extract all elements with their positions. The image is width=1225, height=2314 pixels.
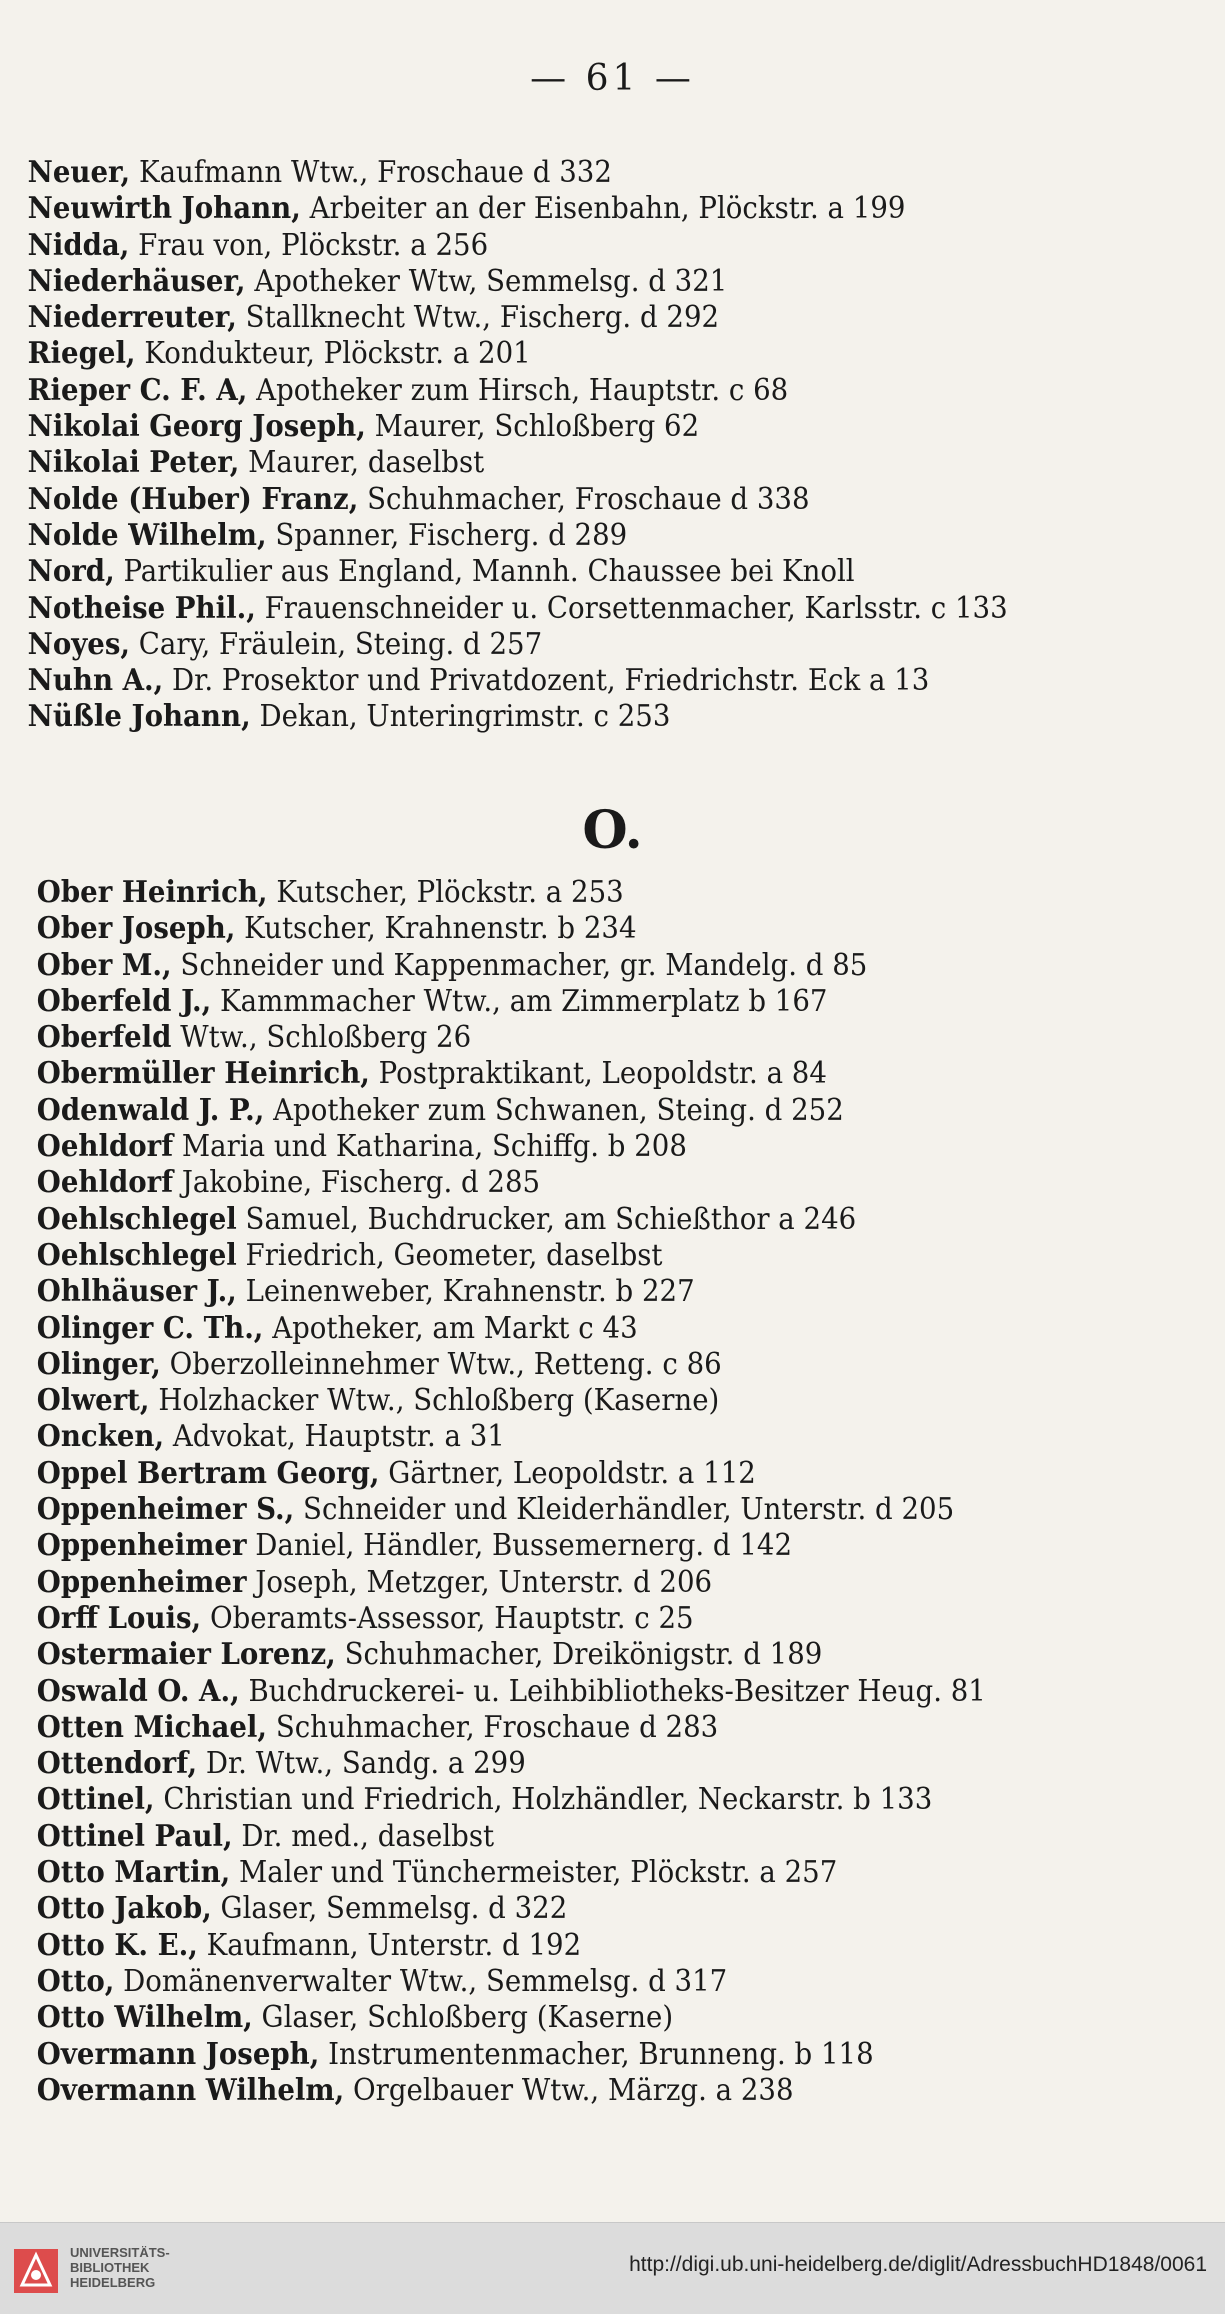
entry-name: Overmann Wilhelm, — [36, 2072, 345, 2108]
directory-entry — [0, 1855, 1127, 1891]
entry-name: Ober Joseph, — [36, 911, 236, 947]
entry-details: Spanner, Fischerg. d 289 — [275, 517, 628, 553]
entry-details: Frau von, Plöckstr. a 256 — [138, 227, 489, 263]
entry-details: Jakobine, Fischerg. d 285 — [181, 1165, 541, 1201]
entry-name: Niederhäuser, — [27, 263, 246, 299]
entry-name: Nikolai Georg Joseph, — [27, 409, 366, 445]
entry-details: Leinenweber, Krahnenstr. b 227 — [245, 1274, 695, 1310]
entry-details: Kaufmann, Unterstr. d 192 — [206, 1927, 582, 1963]
entry-details: Kutscher, Krahnenstr. b 234 — [244, 911, 637, 947]
library-name-line: HEIDELBERG — [70, 2275, 156, 2290]
entry-details: Schneider und Kappenmacher, gr. Mandelg. d 85 — [180, 947, 868, 983]
entry-name: Ottendorf, — [36, 1746, 198, 1782]
entry-details: Christian und Friedrich, Holzhändler, Neckarstr. b 133 — [163, 1782, 933, 1818]
entry-name: Nord, — [27, 554, 115, 590]
library-name-line: UNIVERSITÄTS- — [70, 2245, 170, 2260]
directory-entry — [0, 699, 1127, 735]
directory-entry — [0, 1020, 1127, 1056]
entry-details: Glaser, Semmelsg. d 322 — [220, 1891, 568, 1927]
entry-details: Schuhmacher, Froschaue d 283 — [275, 1709, 719, 1745]
entry-details: Frauenschneider u. Corsettenmacher, Karlsstr. c 133 — [264, 590, 1008, 626]
entry-name: Oberfeld J., — [36, 983, 212, 1019]
entry-name: Olinger, — [36, 1346, 161, 1382]
entry-name: Obermüller Heinrich, — [36, 1056, 370, 1092]
page-number: — 61 — — [530, 58, 695, 99]
entry-details: Oberzolleinnehmer Wtw., Retteng. c 86 — [169, 1346, 722, 1382]
directory-entry — [0, 1383, 1127, 1419]
directory-entry — [0, 1710, 1127, 1746]
directory-entry — [0, 554, 1127, 590]
entry-name: Riegel, — [27, 336, 136, 372]
entry-details: Daniel, Händler, Bussemernerg. d 142 — [255, 1528, 793, 1564]
directory-entry — [0, 191, 1127, 227]
entry-details: Stallknecht Wtw., Fischerg. d 292 — [245, 300, 720, 336]
directory-entry — [0, 1456, 1127, 1492]
entry-name: Nolde (Huber) Franz, — [27, 481, 359, 517]
entry-name: Ottinel Paul, — [36, 1818, 233, 1854]
entry-details: Wtw., Schloßberg 26 — [180, 1020, 472, 1056]
entry-details: Advokat, Hauptstr. a 31 — [172, 1419, 505, 1455]
directory-entry — [0, 1238, 1127, 1274]
entry-name: Otto Wilhelm, — [36, 2000, 253, 2036]
directory-entry — [0, 336, 1127, 372]
directory-entry — [0, 984, 1127, 1020]
directory-entry — [0, 155, 1127, 191]
entry-name: Oppel Bertram Georg, — [36, 1455, 380, 1491]
entry-details: Friedrich, Geometer, daselbst — [245, 1237, 663, 1273]
entry-name: Otto, — [36, 1963, 115, 1999]
entry-name: Rieper C. F. A, — [27, 372, 248, 408]
source-url-link[interactable]: http://digi.ub.uni-heidelberg.de/diglit/AdressbuchHD1848/0061 — [629, 2253, 1207, 2276]
directory-entry — [0, 875, 1127, 911]
directory-entry — [0, 1674, 1127, 1710]
entry-details: Orgelbauer Wtw., Märzg. a 238 — [353, 2072, 794, 2108]
directory-entry — [0, 1165, 1127, 1201]
directory-entry — [0, 1565, 1127, 1601]
entry-details: Maurer, Schloßberg 62 — [374, 409, 700, 445]
entry-name: Nikolai Peter, — [27, 445, 240, 481]
directory-entry — [0, 1746, 1127, 1782]
entry-name: Oehldorf — [36, 1129, 174, 1165]
entry-name: Neuer, — [27, 155, 131, 190]
entry-details: Maria und Katharina, Schiffg. b 208 — [181, 1129, 687, 1165]
directory-entry — [0, 1891, 1127, 1927]
entry-details: Joseph, Metzger, Unterstr. d 206 — [255, 1564, 713, 1600]
entry-details: Apotheker zum Hirsch, Hauptstr. c 68 — [256, 372, 789, 408]
directory-entry — [0, 2073, 1127, 2109]
directory-entry — [0, 1637, 1127, 1673]
directory-entry — [0, 627, 1127, 663]
entry-details: Schneider und Kleiderhändler, Unterstr. d 205 — [303, 1492, 955, 1528]
directory-entry — [0, 1928, 1127, 1964]
entry-name: Odenwald J. P., — [36, 1092, 265, 1128]
entry-name: Olwert, — [36, 1383, 150, 1419]
entry-name: Ohlhäuser J., — [36, 1274, 237, 1310]
entry-details: Kaufmann Wtw., Froschaue d 332 — [138, 155, 612, 190]
entry-details: Dr. Wtw., Sandg. a 299 — [205, 1746, 526, 1782]
entry-details: Kammmacher Wtw., am Zimmerplatz b 167 — [219, 983, 828, 1019]
directory-entry — [0, 2000, 1127, 2036]
entry-details: Oberamts-Assessor, Hauptstr. c 25 — [209, 1600, 694, 1636]
entry-details: Maler und Tünchermeister, Plöckstr. a 257 — [239, 1855, 838, 1891]
directory-entry — [0, 1819, 1127, 1855]
entry-details: Cary, Fräulein, Steing. d 257 — [138, 626, 543, 662]
entries-list-o — [0, 875, 1225, 2109]
entry-name: Overmann Joseph, — [36, 2036, 320, 2072]
entry-name: Nüßle Johann, — [27, 699, 251, 735]
entry-details: Arbeiter an der Eisenbahn, Plöckstr. a 199 — [309, 191, 906, 227]
entry-name: Ober M., — [36, 947, 172, 983]
directory-entry — [0, 663, 1127, 699]
entry-name: Noyes, — [27, 626, 130, 662]
entry-details: Instrumentenmacher, Brunneng. b 118 — [328, 2036, 874, 2072]
library-name — [70, 2245, 170, 2290]
entry-details: Glaser, Schloßberg (Kaserne) — [261, 2000, 674, 2036]
entry-name: Ostermaier Lorenz, — [36, 1637, 336, 1673]
entry-details: Dr. med., daselbst — [241, 1818, 495, 1854]
entry-name: Orff Louis, — [36, 1600, 202, 1636]
directory-entry — [0, 1311, 1127, 1347]
directory-entry — [0, 2037, 1127, 2073]
entry-details: Dr. Prosektor und Privatdozent, Friedrichstr. Eck a 13 — [172, 663, 930, 699]
entry-details: Partikulier aus England, Mannh. Chaussee bei Knoll — [123, 554, 855, 590]
directory-entry — [0, 1274, 1127, 1310]
entry-name: Ober Heinrich, — [36, 875, 268, 910]
directory-entry — [0, 911, 1127, 947]
entry-details: Holzhacker Wtw., Schloßberg (Kaserne) — [158, 1383, 720, 1419]
entry-name: Otto Martin, — [36, 1855, 231, 1891]
entry-details: Buchdruckerei- u. Leihbibliotheks-Besitzer Heug. 81 — [248, 1673, 986, 1709]
entry-name: Oberfeld — [36, 1020, 172, 1056]
directory-entry — [0, 1093, 1127, 1129]
directory-entry — [0, 948, 1127, 984]
entry-name: Otto K. E., — [36, 1927, 198, 1963]
entry-name: Oehlschlegel — [36, 1237, 237, 1273]
entry-details: Domänenverwalter Wtw., Semmelsg. d 317 — [123, 1963, 728, 1999]
directory-entry — [0, 1347, 1127, 1383]
entry-name: Niederreuter, — [27, 300, 237, 336]
entry-name: Oppenheimer — [36, 1528, 247, 1564]
entry-name: Oppenheimer — [36, 1564, 247, 1600]
directory-entry — [0, 482, 1127, 518]
entry-name: Neuwirth Johann, — [27, 191, 301, 227]
directory-entry — [0, 264, 1127, 300]
directory-entry — [0, 1056, 1127, 1092]
entry-name: Otten Michael, — [36, 1709, 268, 1745]
entry-details: Schuhmacher, Dreikönigstr. d 189 — [344, 1637, 823, 1673]
entry-name: Notheise Phil., — [27, 590, 256, 626]
entry-name: Oehlschlegel — [36, 1201, 237, 1237]
directory-entry — [0, 1528, 1127, 1564]
entry-name: Oncken, — [36, 1419, 165, 1455]
directory-entry — [0, 1202, 1127, 1238]
directory-entry — [0, 409, 1127, 445]
footer-bar — [0, 2222, 1225, 2314]
entry-details: Kondukteur, Plöckstr. a 201 — [144, 336, 531, 372]
directory-entry — [0, 1129, 1127, 1165]
directory-entry — [0, 1419, 1127, 1455]
entry-details: Samuel, Buchdrucker, am Schießthor a 246 — [245, 1201, 857, 1237]
directory-entry — [0, 445, 1127, 481]
entry-details: Apotheker zum Schwanen, Steing. d 252 — [273, 1092, 844, 1128]
directory-entry — [0, 300, 1127, 336]
entry-details: Dekan, Unteringrimstr. c 253 — [259, 699, 671, 735]
directory-entry — [0, 373, 1127, 409]
entry-details: Gärtner, Leopoldstr. a 112 — [388, 1455, 756, 1491]
entries-list-n — [0, 155, 1225, 736]
entry-name: Olinger C. Th., — [36, 1310, 264, 1346]
directory-entry — [0, 591, 1127, 627]
directory-entry — [0, 1964, 1127, 2000]
directory-entry — [0, 1782, 1127, 1818]
directory-entry — [0, 228, 1127, 264]
entry-name: Nolde Wilhelm, — [27, 517, 267, 553]
entry-name: Ottinel, — [36, 1782, 155, 1818]
directory-entry — [0, 1601, 1127, 1637]
entry-details: Apotheker Wtw, Semmelsg. d 321 — [254, 263, 728, 299]
entry-name: Oswald O. A., — [36, 1673, 240, 1709]
library-name-line: BIBLIOTHEK — [70, 2260, 150, 2275]
entry-name: Otto Jakob, — [36, 1891, 212, 1927]
entry-name: Oehldorf — [36, 1165, 174, 1201]
entry-details: Maurer, daselbst — [248, 445, 485, 481]
entry-details: Apotheker, am Markt c 43 — [272, 1310, 638, 1346]
directory-entry — [0, 1492, 1127, 1528]
entry-name: Nuhn A., — [27, 663, 164, 699]
university-seal-icon — [12, 2247, 60, 2295]
entry-name: Nidda, — [27, 227, 130, 263]
entry-details: Postpraktikant, Leopoldstr. a 84 — [378, 1056, 827, 1092]
directory-entry — [0, 518, 1127, 554]
section-heading-o: O. — [582, 800, 643, 861]
entry-details: Schuhmacher, Froschaue d 338 — [367, 481, 810, 517]
entry-name: Oppenheimer S., — [36, 1492, 295, 1528]
entry-details: Kutscher, Plöckstr. a 253 — [276, 875, 624, 910]
